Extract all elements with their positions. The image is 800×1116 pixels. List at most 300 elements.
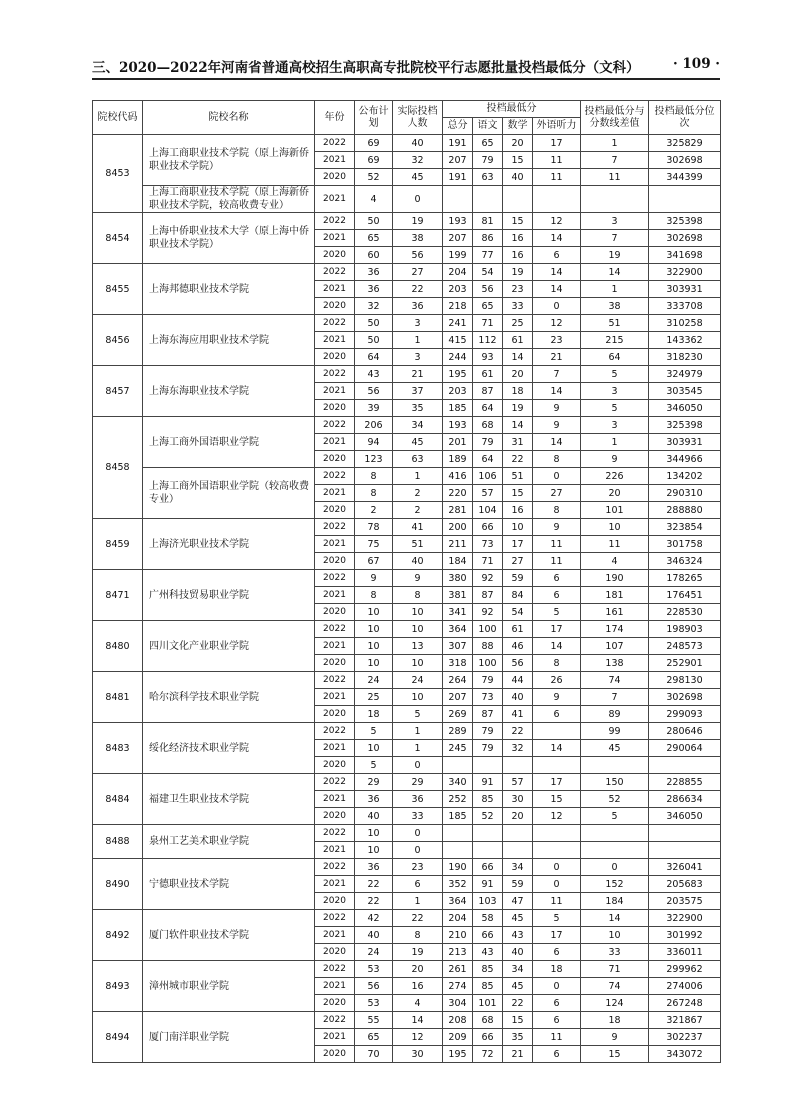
year-cell: 2020: [315, 604, 355, 621]
total-cell: 416: [443, 468, 473, 485]
school-name: 哈尔滨科学技术职业学院: [143, 672, 315, 723]
school-name: 厦门软件职业技术学院: [143, 910, 315, 961]
year-cell: 2021: [315, 842, 355, 859]
plan-cell: 24: [355, 672, 393, 689]
plan-cell: 22: [355, 893, 393, 910]
actual-cell: 36: [393, 298, 443, 315]
math-cell: 46: [503, 638, 533, 655]
rank-cell: 198903: [649, 621, 721, 638]
diff-cell: 5: [581, 808, 649, 825]
total-cell: 204: [443, 264, 473, 281]
plan-cell: 29: [355, 774, 393, 791]
math-cell: 18: [503, 383, 533, 400]
actual-cell: 10: [393, 689, 443, 706]
math-cell: 19: [503, 264, 533, 281]
plan-cell: 56: [355, 383, 393, 400]
rank-cell: 301992: [649, 927, 721, 944]
total-cell: [443, 186, 473, 213]
plan-cell: 8: [355, 587, 393, 604]
chinese-cell: 71: [473, 315, 503, 332]
actual-cell: 45: [393, 169, 443, 186]
rank-cell: 321867: [649, 1012, 721, 1029]
actual-cell: 0: [393, 757, 443, 774]
year-cell: 2022: [315, 264, 355, 281]
actual-cell: 2: [393, 502, 443, 519]
diff-cell: 52: [581, 791, 649, 808]
listening-cell: [533, 723, 581, 740]
year-cell: 2020: [315, 169, 355, 186]
listening-cell: 14: [533, 264, 581, 281]
year-cell: 2020: [315, 944, 355, 961]
diff-cell: [581, 186, 649, 213]
diff-cell: 5: [581, 400, 649, 417]
school-name: 上海东海职业技术学院: [143, 366, 315, 417]
listening-cell: 23: [533, 332, 581, 349]
school-code: 8490: [93, 859, 143, 910]
math-cell: 10: [503, 519, 533, 536]
diff-cell: 150: [581, 774, 649, 791]
year-cell: 2022: [315, 468, 355, 485]
actual-cell: 38: [393, 230, 443, 247]
school-code: 8481: [93, 672, 143, 723]
year-cell: 2020: [315, 995, 355, 1012]
plan-cell: 10: [355, 604, 393, 621]
math-cell: 20: [503, 808, 533, 825]
year-cell: 2022: [315, 774, 355, 791]
math-cell: 15: [503, 152, 533, 169]
actual-cell: 2: [393, 485, 443, 502]
plan-cell: 5: [355, 723, 393, 740]
diff-cell: 7: [581, 689, 649, 706]
rank-cell: 143362: [649, 332, 721, 349]
table-row: [93, 468, 721, 485]
chinese-cell: 87: [473, 587, 503, 604]
diff-cell: 19: [581, 247, 649, 264]
diff-cell: 7: [581, 152, 649, 169]
plan-cell: 10: [355, 740, 393, 757]
year-cell: 2020: [315, 400, 355, 417]
listening-cell: 27: [533, 485, 581, 502]
school-code: 8493: [93, 961, 143, 1012]
diff-cell: 1: [581, 135, 649, 152]
diff-cell: 4: [581, 553, 649, 570]
year-cell: 2022: [315, 213, 355, 230]
plan-cell: 206: [355, 417, 393, 434]
chinese-cell: 81: [473, 213, 503, 230]
total-cell: 204: [443, 910, 473, 927]
plan-cell: 10: [355, 825, 393, 842]
diff-cell: 1: [581, 434, 649, 451]
diff-cell: 74: [581, 672, 649, 689]
total-cell: 191: [443, 135, 473, 152]
total-cell: 381: [443, 587, 473, 604]
rank-cell: 344966: [649, 451, 721, 468]
rank-cell: 333708: [649, 298, 721, 315]
diff-cell: 10: [581, 519, 649, 536]
math-cell: 44: [503, 672, 533, 689]
rank-cell: 228530: [649, 604, 721, 621]
actual-cell: 29: [393, 774, 443, 791]
year-cell: 2022: [315, 1012, 355, 1029]
plan-cell: 32: [355, 298, 393, 315]
school-name: 绥化经济技术职业学院: [143, 723, 315, 774]
year-cell: 2022: [315, 621, 355, 638]
listening-cell: 0: [533, 859, 581, 876]
total-cell: 364: [443, 893, 473, 910]
year-cell: 2020: [315, 808, 355, 825]
total-cell: 209: [443, 1029, 473, 1046]
year-cell: 2021: [315, 281, 355, 298]
total-cell: 184: [443, 553, 473, 570]
school-name: 上海工商外国语职业学院: [143, 417, 315, 468]
actual-cell: 14: [393, 1012, 443, 1029]
chinese-cell: 52: [473, 808, 503, 825]
total-cell: 269: [443, 706, 473, 723]
year-cell: 2020: [315, 451, 355, 468]
table-row: [93, 315, 721, 332]
math-cell: 27: [503, 553, 533, 570]
plan-cell: 40: [355, 927, 393, 944]
plan-cell: 67: [355, 553, 393, 570]
diff-cell: 9: [581, 451, 649, 468]
listening-cell: 6: [533, 1046, 581, 1063]
chinese-cell: [473, 186, 503, 213]
actual-cell: 24: [393, 672, 443, 689]
chinese-cell: 66: [473, 859, 503, 876]
diff-cell: 51: [581, 315, 649, 332]
plan-cell: 5: [355, 757, 393, 774]
listening-cell: 18: [533, 961, 581, 978]
chinese-cell: 92: [473, 604, 503, 621]
chinese-cell: 79: [473, 740, 503, 757]
year-cell: 2021: [315, 978, 355, 995]
listening-cell: 14: [533, 740, 581, 757]
plan-cell: 60: [355, 247, 393, 264]
header-chinese: 语文: [473, 118, 503, 135]
year-cell: 2022: [315, 672, 355, 689]
year-cell: 2021: [315, 1029, 355, 1046]
actual-cell: 8: [393, 927, 443, 944]
diff-cell: 38: [581, 298, 649, 315]
table-row: [93, 910, 721, 927]
total-cell: 190: [443, 859, 473, 876]
math-cell: 45: [503, 978, 533, 995]
school-code: 8494: [93, 1012, 143, 1063]
diff-cell: 9: [581, 1029, 649, 1046]
actual-cell: 0: [393, 186, 443, 213]
actual-cell: 0: [393, 825, 443, 842]
math-cell: 45: [503, 910, 533, 927]
total-cell: 201: [443, 434, 473, 451]
actual-cell: 36: [393, 791, 443, 808]
math-cell: 40: [503, 944, 533, 961]
diff-cell: 226: [581, 468, 649, 485]
math-cell: 34: [503, 961, 533, 978]
plan-cell: 65: [355, 230, 393, 247]
school-code: 8459: [93, 519, 143, 570]
total-cell: [443, 842, 473, 859]
math-cell: 22: [503, 451, 533, 468]
plan-cell: 70: [355, 1046, 393, 1063]
plan-cell: 50: [355, 315, 393, 332]
plan-cell: 69: [355, 135, 393, 152]
rank-cell: 205683: [649, 876, 721, 893]
rank-cell: 203575: [649, 893, 721, 910]
header-math: 数学: [503, 118, 533, 135]
math-cell: 15: [503, 213, 533, 230]
total-cell: [443, 825, 473, 842]
listening-cell: 12: [533, 315, 581, 332]
total-cell: 261: [443, 961, 473, 978]
plan-cell: 10: [355, 655, 393, 672]
listening-cell: 8: [533, 502, 581, 519]
total-cell: 210: [443, 927, 473, 944]
listening-cell: 17: [533, 774, 581, 791]
table-row: [93, 672, 721, 689]
actual-cell: 3: [393, 349, 443, 366]
listening-cell: 17: [533, 135, 581, 152]
plan-cell: 10: [355, 621, 393, 638]
diff-cell: [581, 842, 649, 859]
listening-cell: 11: [533, 152, 581, 169]
math-cell: 17: [503, 536, 533, 553]
year-cell: 2021: [315, 689, 355, 706]
plan-cell: 75: [355, 536, 393, 553]
actual-cell: 5: [393, 706, 443, 723]
chinese-cell: 91: [473, 876, 503, 893]
rank-cell: 303931: [649, 281, 721, 298]
rank-cell: [649, 757, 721, 774]
year-cell: 2021: [315, 927, 355, 944]
plan-cell: 50: [355, 332, 393, 349]
plan-cell: 56: [355, 978, 393, 995]
chinese-cell: 66: [473, 519, 503, 536]
year-cell: 2022: [315, 723, 355, 740]
header-min-group: 投档最低分: [443, 101, 581, 118]
math-cell: 33: [503, 298, 533, 315]
rank-cell: 322900: [649, 910, 721, 927]
listening-cell: 12: [533, 213, 581, 230]
actual-cell: 33: [393, 808, 443, 825]
listening-cell: 6: [533, 587, 581, 604]
chinese-cell: 43: [473, 944, 503, 961]
diff-cell: 1: [581, 281, 649, 298]
school-code: 8457: [93, 366, 143, 417]
total-cell: 189: [443, 451, 473, 468]
chinese-cell: 56: [473, 281, 503, 298]
chinese-cell: 79: [473, 434, 503, 451]
chinese-cell: 64: [473, 400, 503, 417]
listening-cell: 11: [533, 1029, 581, 1046]
chinese-cell: 112: [473, 332, 503, 349]
listening-cell: 0: [533, 298, 581, 315]
header-rule: [92, 78, 720, 80]
actual-cell: 32: [393, 152, 443, 169]
rank-cell: 178265: [649, 570, 721, 587]
chinese-cell: 87: [473, 706, 503, 723]
actual-cell: 20: [393, 961, 443, 978]
listening-cell: 17: [533, 927, 581, 944]
diff-cell: 181: [581, 587, 649, 604]
table-row: [93, 264, 721, 281]
rank-cell: 336011: [649, 944, 721, 961]
listening-cell: 0: [533, 978, 581, 995]
math-cell: [503, 186, 533, 213]
total-cell: 352: [443, 876, 473, 893]
actual-cell: 23: [393, 859, 443, 876]
total-cell: 208: [443, 1012, 473, 1029]
school-code: 8480: [93, 621, 143, 672]
actual-cell: 37: [393, 383, 443, 400]
actual-cell: 40: [393, 553, 443, 570]
chinese-cell: 86: [473, 230, 503, 247]
chinese-cell: [473, 825, 503, 842]
header-actual: 实际投档人数: [393, 101, 443, 135]
listening-cell: 11: [533, 169, 581, 186]
rank-cell: 228855: [649, 774, 721, 791]
math-cell: 32: [503, 740, 533, 757]
math-cell: 59: [503, 570, 533, 587]
diff-cell: 74: [581, 978, 649, 995]
year-cell: 2021: [315, 791, 355, 808]
rank-cell: 325398: [649, 213, 721, 230]
actual-cell: 1: [393, 468, 443, 485]
total-cell: 211: [443, 536, 473, 553]
chinese-cell: 91: [473, 774, 503, 791]
chinese-cell: 71: [473, 553, 503, 570]
chinese-cell: [473, 757, 503, 774]
plan-cell: 123: [355, 451, 393, 468]
header-name: 院校名称: [143, 101, 315, 135]
rank-cell: 341698: [649, 247, 721, 264]
total-cell: 220: [443, 485, 473, 502]
chinese-cell: 79: [473, 152, 503, 169]
header-listening: 外语听力: [533, 118, 581, 135]
year-cell: 2021: [315, 485, 355, 502]
listening-cell: 26: [533, 672, 581, 689]
math-cell: 14: [503, 417, 533, 434]
rank-cell: 134202: [649, 468, 721, 485]
school-code: 8484: [93, 774, 143, 825]
math-cell: [503, 825, 533, 842]
math-cell: 43: [503, 927, 533, 944]
school-name: 上海工商职业技术学院（原上海新侨职业技术学院，较高收费专业）: [143, 186, 315, 213]
math-cell: 40: [503, 689, 533, 706]
plan-cell: 69: [355, 152, 393, 169]
header-rank: 投档最低分位次: [649, 101, 721, 135]
diff-cell: 3: [581, 383, 649, 400]
rank-cell: 280646: [649, 723, 721, 740]
school-code: 8471: [93, 570, 143, 621]
diff-cell: 184: [581, 893, 649, 910]
rank-cell: 346050: [649, 400, 721, 417]
rank-cell: 346050: [649, 808, 721, 825]
year-cell: 2020: [315, 349, 355, 366]
actual-cell: 56: [393, 247, 443, 264]
listening-cell: 14: [533, 383, 581, 400]
listening-cell: 0: [533, 876, 581, 893]
rank-cell: 290310: [649, 485, 721, 502]
diff-cell: 101: [581, 502, 649, 519]
year-cell: 2021: [315, 332, 355, 349]
listening-cell: 9: [533, 689, 581, 706]
year-cell: 2020: [315, 247, 355, 264]
rank-cell: 346324: [649, 553, 721, 570]
math-cell: 61: [503, 332, 533, 349]
total-cell: 199: [443, 247, 473, 264]
plan-cell: 50: [355, 213, 393, 230]
school-name: 泉州工艺美术职业学院: [143, 825, 315, 859]
listening-cell: 0: [533, 468, 581, 485]
actual-cell: 1: [393, 740, 443, 757]
plan-cell: 24: [355, 944, 393, 961]
diff-cell: 161: [581, 604, 649, 621]
chinese-cell: 73: [473, 536, 503, 553]
rank-cell: 267248: [649, 995, 721, 1012]
school-code: 8458: [93, 417, 143, 519]
diff-cell: 18: [581, 1012, 649, 1029]
diff-cell: 5: [581, 366, 649, 383]
chinese-cell: 77: [473, 247, 503, 264]
school-code: 8488: [93, 825, 143, 859]
actual-cell: 34: [393, 417, 443, 434]
actual-cell: 51: [393, 536, 443, 553]
year-cell: 2020: [315, 706, 355, 723]
plan-cell: 25: [355, 689, 393, 706]
year-cell: 2022: [315, 315, 355, 332]
actual-cell: 1: [393, 893, 443, 910]
actual-cell: 4: [393, 995, 443, 1012]
year-cell: 2020: [315, 1046, 355, 1063]
year-cell: 2022: [315, 825, 355, 842]
actual-cell: 9: [393, 570, 443, 587]
diff-cell: 11: [581, 536, 649, 553]
plan-cell: 2: [355, 502, 393, 519]
plan-cell: 9: [355, 570, 393, 587]
total-cell: 241: [443, 315, 473, 332]
total-cell: 193: [443, 213, 473, 230]
total-cell: 252: [443, 791, 473, 808]
school-name: 宁德职业技术学院: [143, 859, 315, 910]
actual-cell: 63: [393, 451, 443, 468]
math-cell: 19: [503, 400, 533, 417]
year-cell: 2020: [315, 757, 355, 774]
chinese-cell: 63: [473, 169, 503, 186]
diff-cell: 124: [581, 995, 649, 1012]
total-cell: 380: [443, 570, 473, 587]
math-cell: 25: [503, 315, 533, 332]
total-cell: 364: [443, 621, 473, 638]
plan-cell: 18: [355, 706, 393, 723]
chinese-cell: 64: [473, 451, 503, 468]
rank-cell: 274006: [649, 978, 721, 995]
plan-cell: 65: [355, 1029, 393, 1046]
chinese-cell: 66: [473, 1029, 503, 1046]
year-cell: 2020: [315, 655, 355, 672]
table-row: [93, 774, 721, 791]
total-cell: 307: [443, 638, 473, 655]
table-row: [93, 186, 721, 213]
rank-cell: 301758: [649, 536, 721, 553]
school-name: 漳州城市职业学院: [143, 961, 315, 1012]
rank-cell: 302698: [649, 152, 721, 169]
total-cell: 203: [443, 383, 473, 400]
actual-cell: 8: [393, 587, 443, 604]
math-cell: 54: [503, 604, 533, 621]
diff-cell: 33: [581, 944, 649, 961]
listening-cell: 17: [533, 621, 581, 638]
plan-cell: 55: [355, 1012, 393, 1029]
